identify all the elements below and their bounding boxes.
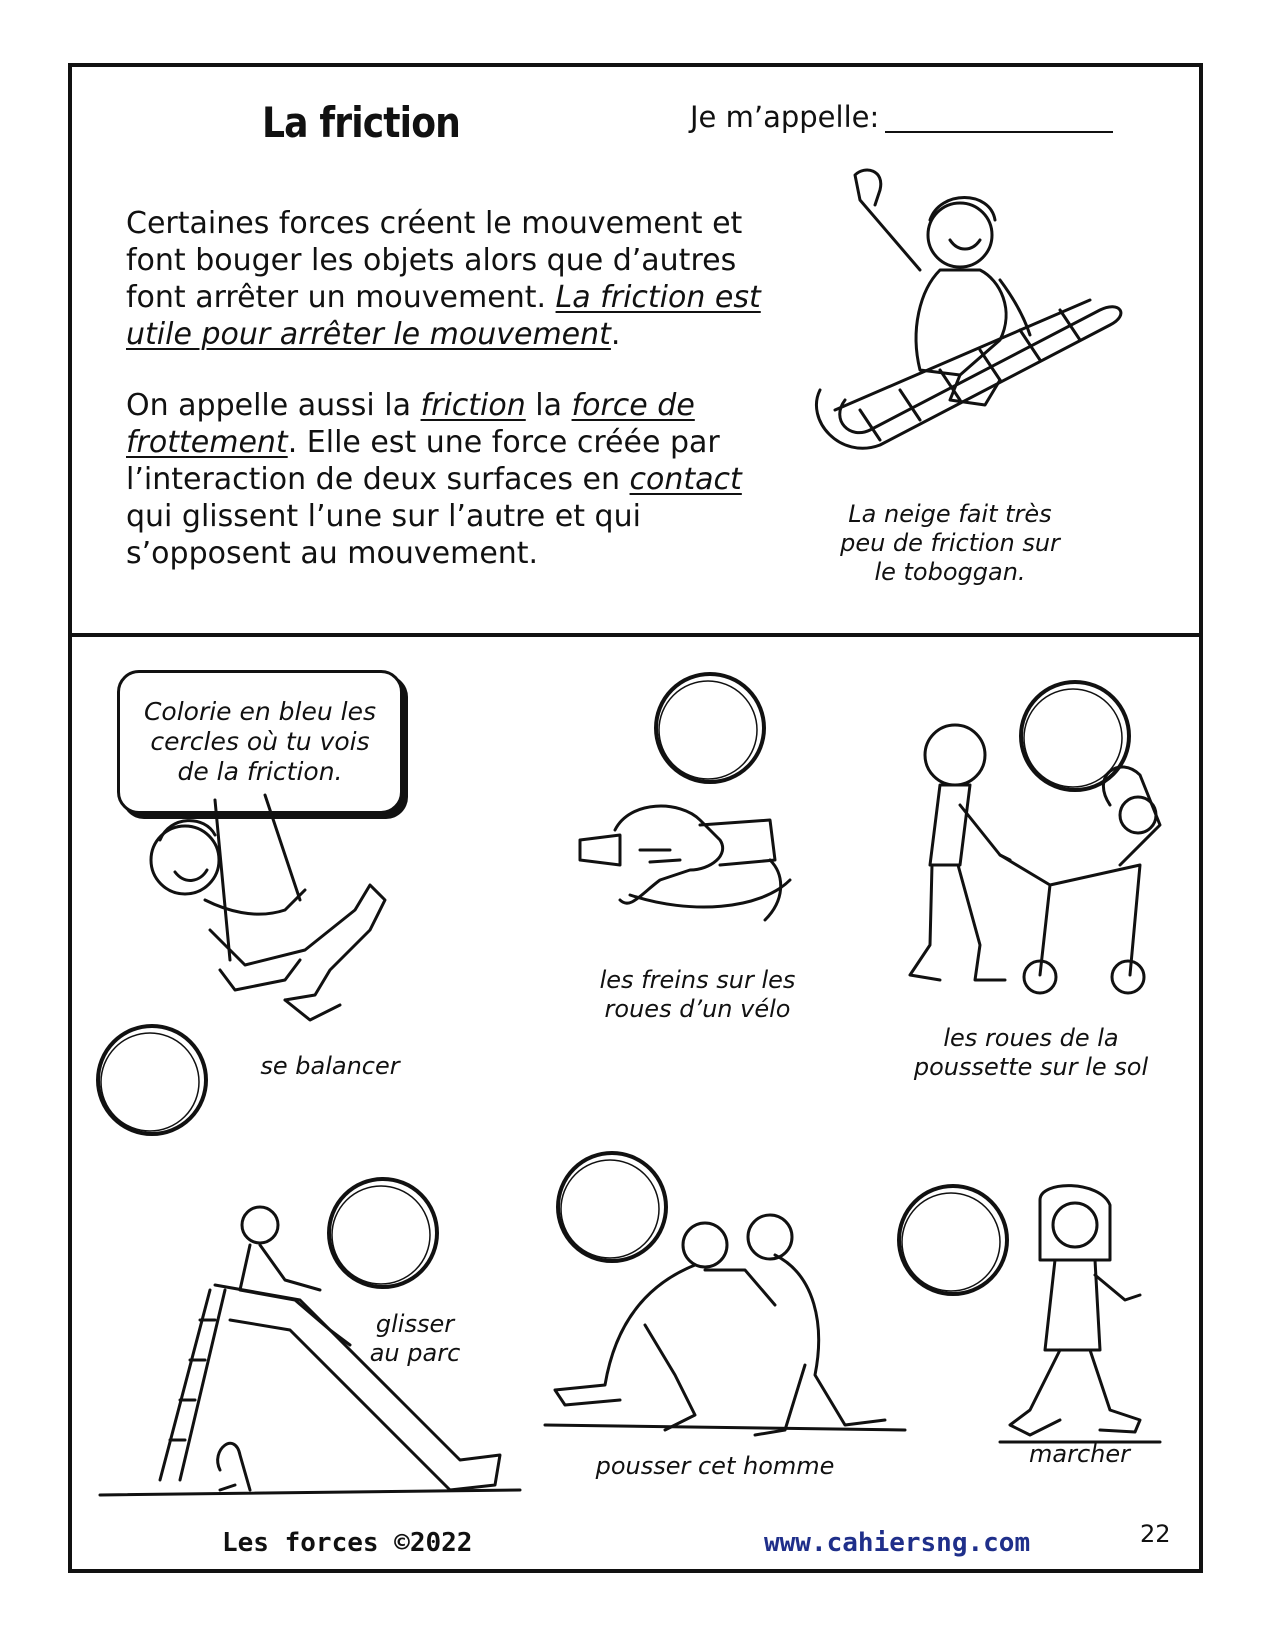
page-title: La friction bbox=[262, 98, 461, 147]
instruction-bubble: Colorie en bleu les cercles où tu vois de la friction. bbox=[117, 670, 403, 814]
item-caption-swing: se balancer bbox=[260, 1052, 400, 1080]
item-caption-push: pousser cet homme bbox=[595, 1452, 835, 1480]
item-caption-slide: glisser au parc bbox=[369, 1310, 461, 1367]
item-caption-stroller: les roues de la poussette sur le sol bbox=[913, 1024, 1149, 1081]
item-caption-brake: les freins sur les roues d’un vélo bbox=[599, 966, 796, 1023]
intro-text bbox=[126, 205, 786, 606]
man-pushing-man-illustration bbox=[545, 1215, 915, 1445]
bicycle-brake-illustration bbox=[570, 800, 800, 930]
color-circle-brake[interactable] bbox=[650, 668, 770, 788]
toboggan-caption: La neige fait très peu de friction sur le toboggan. bbox=[840, 500, 1060, 586]
name-label: Je m’appelle: bbox=[690, 100, 880, 134]
girl-walking-illustration bbox=[1000, 1180, 1160, 1440]
footer-website-link[interactable]: www.cahiersng.com bbox=[764, 1528, 1031, 1558]
intro-paragraph-1: Certaines forces créent le mouvement et font bouger les objets alors que d’autres font arrêter un mouvement. La friction est utile pour arrêter le mouvement. bbox=[126, 206, 761, 352]
child-on-toboggan-illustration bbox=[800, 160, 1140, 470]
intro-paragraph-2: On appelle aussi la friction la force de frottement. Elle est une force créée par l’interaction de deux surfaces en contact qui glissent l’une sur l’autre et qui s’opposent au mouvement. bbox=[126, 388, 742, 571]
child-on-swing-illustration bbox=[135, 790, 405, 1030]
footer-copyright: Les forces ©2022 bbox=[222, 1528, 473, 1558]
name-blank-line[interactable] bbox=[885, 131, 1113, 133]
color-circle-swing[interactable] bbox=[92, 1020, 212, 1140]
man-pushing-stroller-illustration bbox=[900, 715, 1180, 1005]
section-divider bbox=[68, 633, 1203, 637]
page-number: 22 bbox=[1140, 1520, 1171, 1548]
item-caption-walk: marcher bbox=[1029, 1440, 1130, 1468]
